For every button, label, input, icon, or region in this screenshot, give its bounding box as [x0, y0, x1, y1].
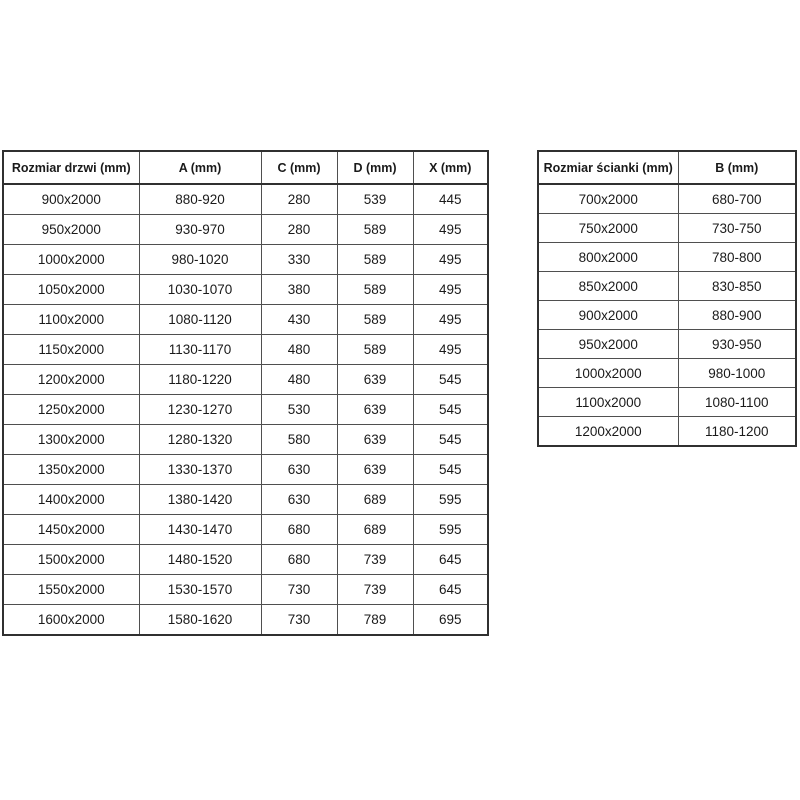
table-cell: 1130-1170	[139, 335, 261, 365]
table-cell: 1250x2000	[3, 395, 139, 425]
table-cell: 900x2000	[3, 184, 139, 215]
table-cell: 1080-1120	[139, 305, 261, 335]
table-row	[538, 330, 796, 359]
table-row	[3, 215, 488, 245]
table-cell: 645	[413, 575, 488, 605]
table-cell: 850x2000	[538, 272, 678, 301]
table-cell: 1580-1620	[139, 605, 261, 636]
table-row	[3, 275, 488, 305]
table-cell: 380	[261, 275, 337, 305]
table-row	[538, 388, 796, 417]
table-cell: 480	[261, 335, 337, 365]
column-header: Rozmiar ścianki (mm)	[538, 151, 678, 184]
table-cell: 1100x2000	[538, 388, 678, 417]
table-row	[538, 417, 796, 447]
table-cell: 1180-1200	[678, 417, 796, 447]
door-size-table	[2, 150, 489, 636]
table-cell: 589	[337, 245, 413, 275]
table-row	[3, 545, 488, 575]
table-cell: 1500x2000	[3, 545, 139, 575]
table-cell: 980-1020	[139, 245, 261, 275]
table-cell: 630	[261, 485, 337, 515]
table-cell: 280	[261, 184, 337, 215]
table-cell: 495	[413, 245, 488, 275]
table-cell: 1200x2000	[538, 417, 678, 447]
table-cell: 639	[337, 425, 413, 455]
table-cell: 589	[337, 335, 413, 365]
table-row	[538, 184, 796, 214]
table-row	[538, 243, 796, 272]
column-header: X (mm)	[413, 151, 488, 184]
table-cell: 580	[261, 425, 337, 455]
table-cell: 545	[413, 455, 488, 485]
column-header: Rozmiar drzwi (mm)	[3, 151, 139, 184]
table-cell: 1330-1370	[139, 455, 261, 485]
table-row	[538, 359, 796, 388]
table-cell: 589	[337, 215, 413, 245]
table-cell: 495	[413, 305, 488, 335]
door-table-header-row	[3, 151, 488, 184]
table-cell: 595	[413, 485, 488, 515]
table-row	[3, 365, 488, 395]
column-header: D (mm)	[337, 151, 413, 184]
table-cell: 1530-1570	[139, 575, 261, 605]
table-cell: 1150x2000	[3, 335, 139, 365]
table-cell: 630	[261, 455, 337, 485]
table-cell: 680-700	[678, 184, 796, 214]
table-cell: 880-900	[678, 301, 796, 330]
table-cell: 1350x2000	[3, 455, 139, 485]
table-cell: 1100x2000	[3, 305, 139, 335]
table-cell: 1200x2000	[3, 365, 139, 395]
table-cell: 739	[337, 545, 413, 575]
table-cell: 750x2000	[538, 214, 678, 243]
table-cell: 330	[261, 245, 337, 275]
table-cell: 980-1000	[678, 359, 796, 388]
table-cell: 1000x2000	[3, 245, 139, 275]
table-row	[3, 184, 488, 215]
table-cell: 880-920	[139, 184, 261, 215]
table-cell: 495	[413, 335, 488, 365]
table-cell: 639	[337, 395, 413, 425]
table-cell: 730-750	[678, 214, 796, 243]
table-cell: 1550x2000	[3, 575, 139, 605]
table-row	[538, 301, 796, 330]
wall-table-header-row	[538, 151, 796, 184]
table-row	[3, 605, 488, 636]
table-cell: 680	[261, 545, 337, 575]
column-header: C (mm)	[261, 151, 337, 184]
wall-size-table	[537, 150, 797, 447]
table-cell: 1230-1270	[139, 395, 261, 425]
table-cell: 589	[337, 275, 413, 305]
table-row	[3, 575, 488, 605]
table-row	[3, 515, 488, 545]
table-cell: 539	[337, 184, 413, 215]
table-cell: 1180-1220	[139, 365, 261, 395]
table-cell: 730	[261, 575, 337, 605]
table-cell: 1000x2000	[538, 359, 678, 388]
table-cell: 800x2000	[538, 243, 678, 272]
table-cell: 1030-1070	[139, 275, 261, 305]
table-cell: 645	[413, 545, 488, 575]
table-cell: 830-850	[678, 272, 796, 301]
table-row	[3, 335, 488, 365]
table-row	[3, 245, 488, 275]
table-cell: 480	[261, 365, 337, 395]
table-row	[3, 305, 488, 335]
table-cell: 950x2000	[538, 330, 678, 359]
table-cell: 1480-1520	[139, 545, 261, 575]
table-cell: 700x2000	[538, 184, 678, 214]
table-cell: 639	[337, 455, 413, 485]
table-cell: 1080-1100	[678, 388, 796, 417]
table-cell: 1380-1420	[139, 485, 261, 515]
table-cell: 1400x2000	[3, 485, 139, 515]
table-cell: 430	[261, 305, 337, 335]
table-row	[3, 485, 488, 515]
table-cell: 1450x2000	[3, 515, 139, 545]
table-cell: 545	[413, 395, 488, 425]
table-cell: 589	[337, 305, 413, 335]
table-cell: 680	[261, 515, 337, 545]
table-row	[538, 272, 796, 301]
table-cell: 930-950	[678, 330, 796, 359]
table-cell: 1600x2000	[3, 605, 139, 636]
table-cell: 1050x2000	[3, 275, 139, 305]
table-cell: 495	[413, 215, 488, 245]
table-row	[538, 214, 796, 243]
table-cell: 545	[413, 365, 488, 395]
table-cell: 530	[261, 395, 337, 425]
table-row	[3, 455, 488, 485]
table-cell: 739	[337, 575, 413, 605]
table-cell: 639	[337, 365, 413, 395]
table-cell: 545	[413, 425, 488, 455]
table-cell: 930-970	[139, 215, 261, 245]
table-cell: 695	[413, 605, 488, 636]
table-cell: 445	[413, 184, 488, 215]
table-cell: 689	[337, 515, 413, 545]
column-header: B (mm)	[678, 151, 796, 184]
table-cell: 900x2000	[538, 301, 678, 330]
table-cell: 495	[413, 275, 488, 305]
table-cell: 689	[337, 485, 413, 515]
table-cell: 789	[337, 605, 413, 636]
table-cell: 950x2000	[3, 215, 139, 245]
column-header: A (mm)	[139, 151, 261, 184]
table-row	[3, 395, 488, 425]
table-cell: 730	[261, 605, 337, 636]
table-cell: 1430-1470	[139, 515, 261, 545]
table-cell: 595	[413, 515, 488, 545]
table-cell: 280	[261, 215, 337, 245]
table-cell: 780-800	[678, 243, 796, 272]
table-cell: 1280-1320	[139, 425, 261, 455]
table-cell: 1300x2000	[3, 425, 139, 455]
table-row	[3, 425, 488, 455]
